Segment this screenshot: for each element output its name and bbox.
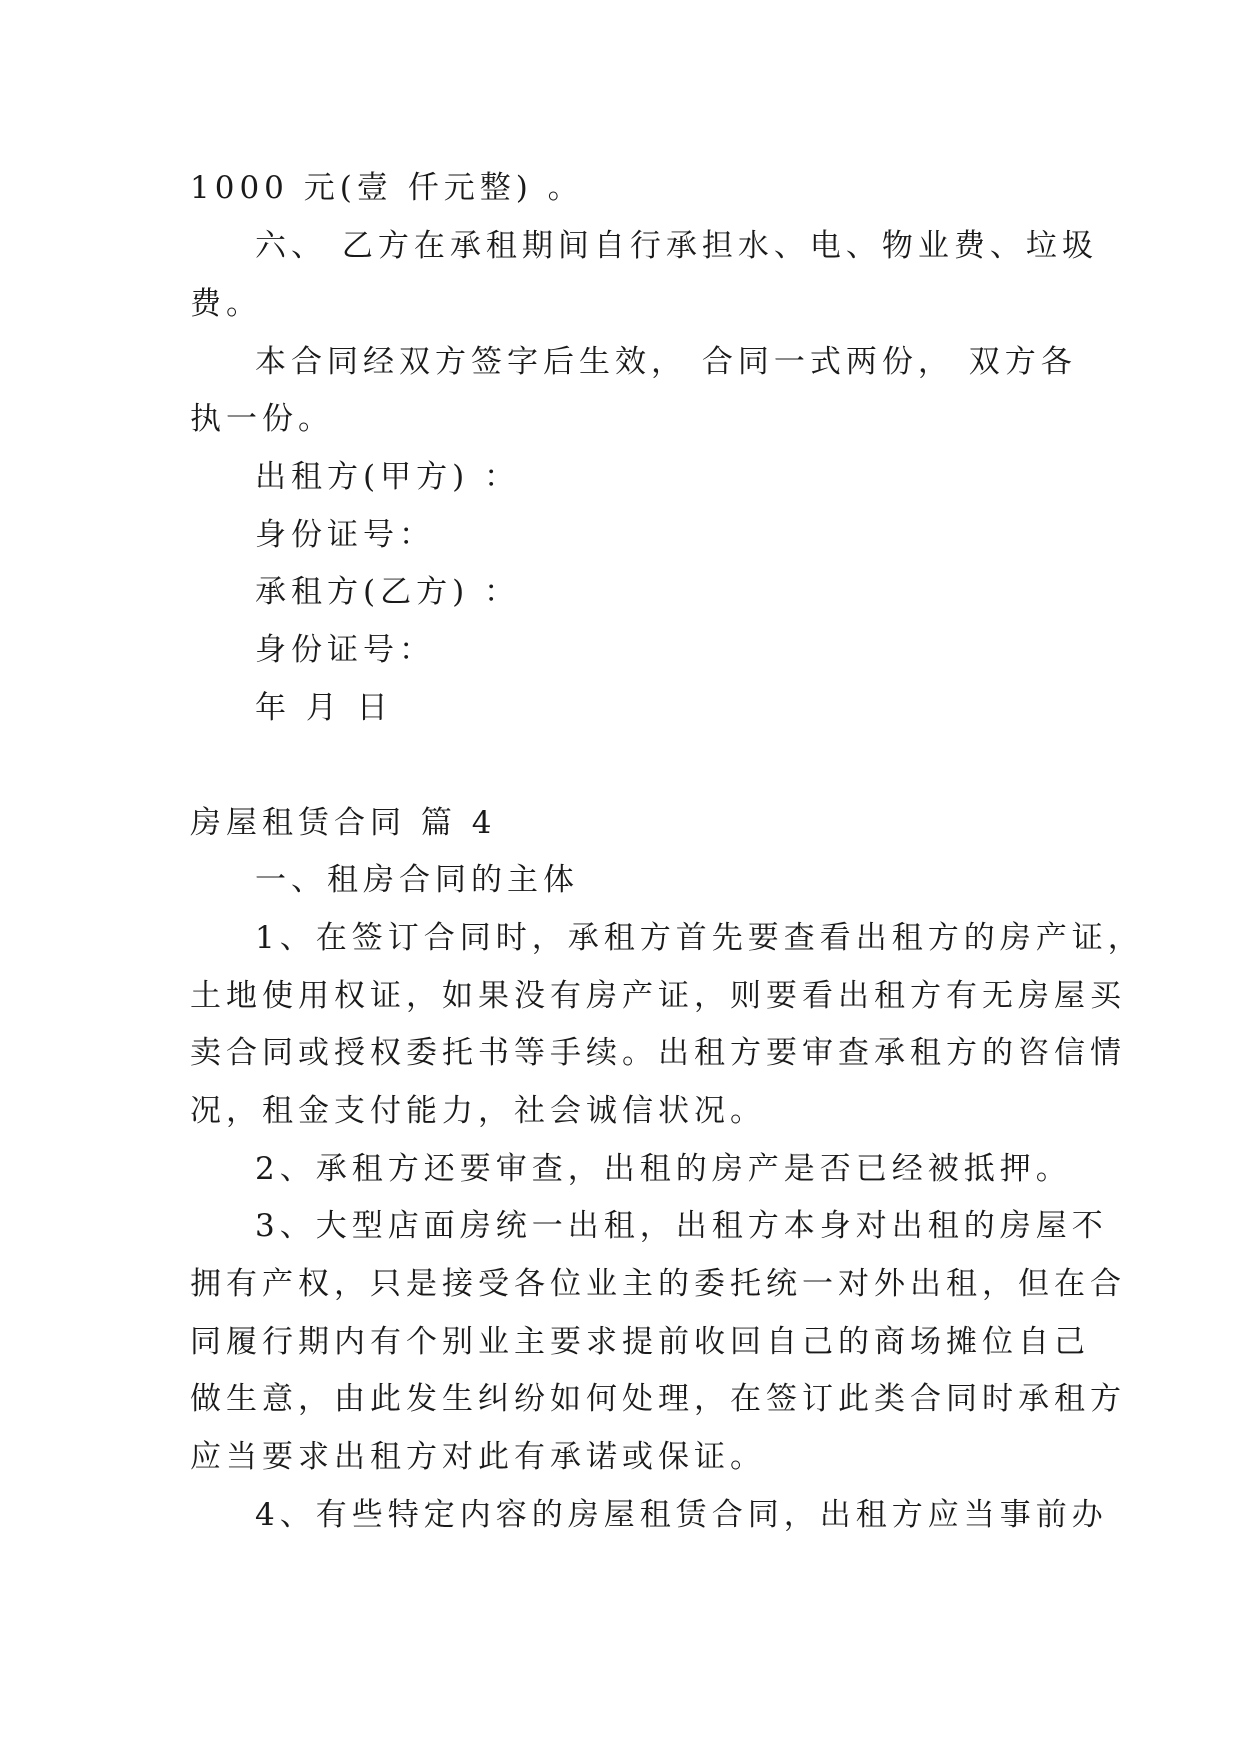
text-line: 1000 元(壹 仟元整) 。: [190, 170, 584, 206]
text-line: 做生意，由此发生纠纷如何处理，在签订此类合同时承租方: [190, 1381, 1126, 1417]
text-line: 本合同经双方签字后生效， 合同一式两份， 双方各: [255, 344, 1077, 380]
text-line: 4、有些特定内容的房屋租赁合同，出租方应当事前办: [255, 1497, 1108, 1533]
text-line: 拥有产权，只是接受各位业主的委托统一对外出租，但在合: [190, 1266, 1126, 1302]
text-line: 卖合同或授权委托书等手续。出租方要审查承租方的咨信情: [190, 1035, 1126, 1071]
date-field: 年 月 日: [255, 690, 393, 726]
section-heading: 一、租房合同的主体: [255, 862, 579, 898]
text-line: 1、在签订合同时，承租方首先要查看出租方的房产证，: [255, 920, 1144, 956]
text-line: 况，租金支付能力，社会诚信状况。: [190, 1093, 766, 1129]
signature-field-lessor: 出租方(甲方) ：: [255, 459, 521, 495]
signature-field-lessee: 承租方(乙方) ：: [255, 574, 521, 610]
signature-field-id: 身份证号：: [255, 632, 435, 668]
text-line: 2、承租方还要审查，出租的房产是否已经被抵押。: [255, 1151, 1072, 1187]
text-line: 土地使用权证，如果没有房产证，则要看出租方有无房屋买: [190, 978, 1126, 1014]
text-line: 六、 乙方在承租期间自行承担水、电、物业费、垃圾: [255, 228, 1098, 264]
text-line: 3、大型店面房统一出租，出租方本身对出租的房屋不: [255, 1208, 1108, 1244]
signature-field-id: 身份证号：: [255, 517, 435, 553]
text-line: 应当要求出租方对此有承诺或保证。: [190, 1439, 766, 1475]
text-line: 费。: [190, 286, 262, 322]
section-title: 房屋租赁合同 篇 4: [190, 805, 497, 841]
text-line: 执一份。: [190, 401, 334, 437]
text-line: 同履行期内有个别业主要求提前收回自己的商场摊位自己: [190, 1324, 1090, 1360]
